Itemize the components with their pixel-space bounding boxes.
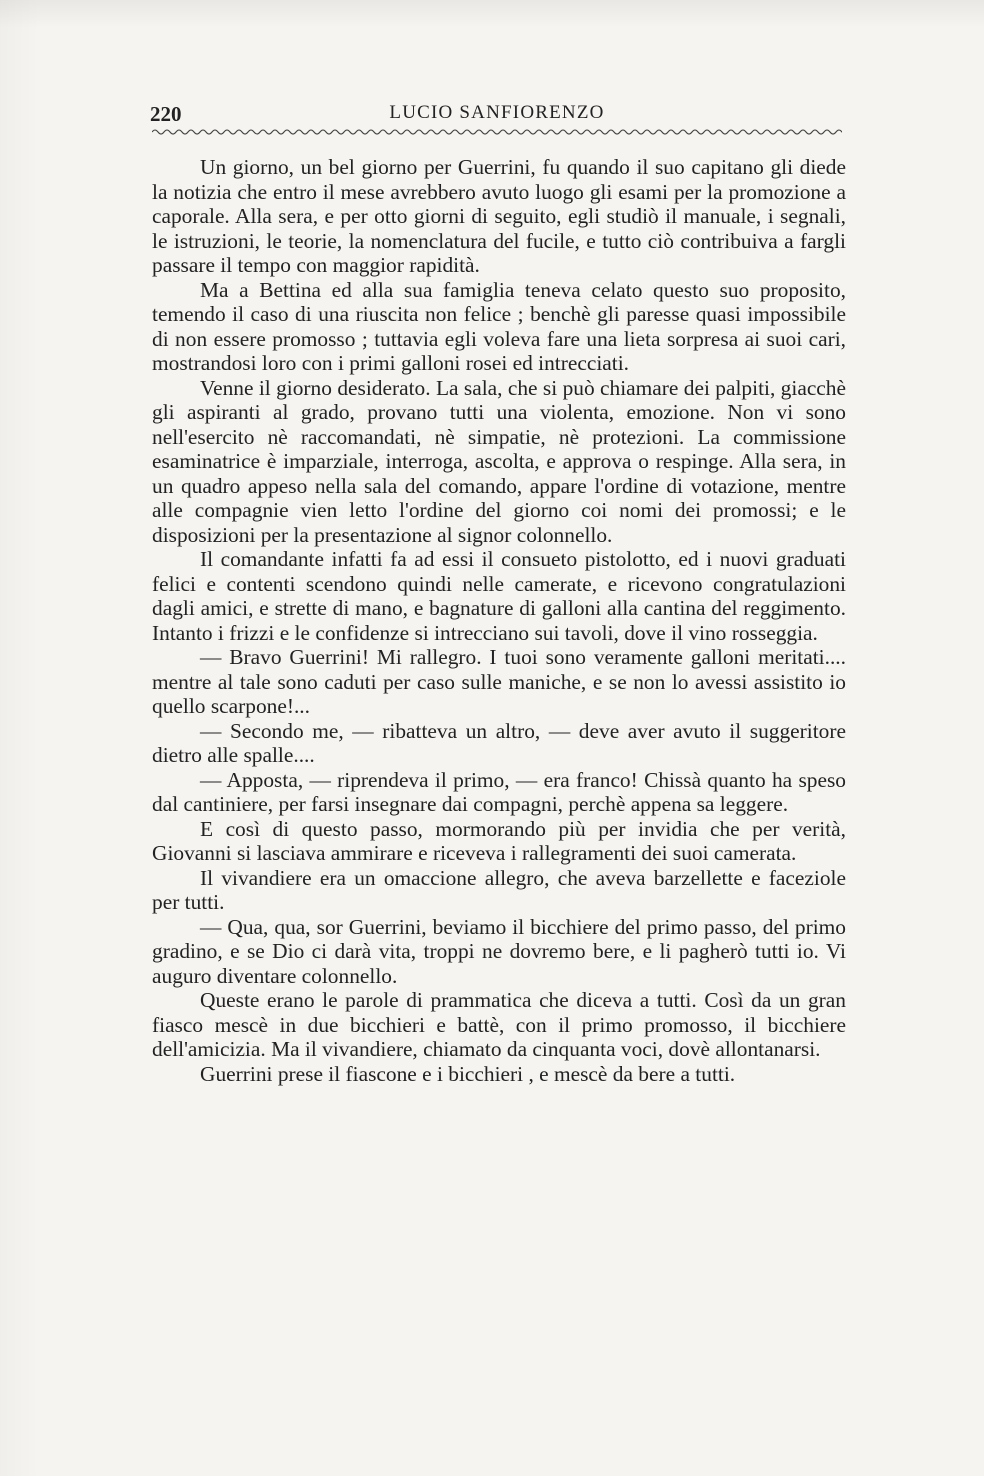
running-title: LUCIO SANFIORENZO xyxy=(389,102,605,123)
paragraph-3: Venne il giorno desiderato. La sala, che si può chiamare dei palpiti, giacchè gli aspiranti al grado, provano tutti una violenta, emozione. Non vi sono nell'esercito nè raccomandati, nè simpatie, nè protezioni. La commissione esaminatrice è imparziale, interroga, ascolta, e approva o respinge. Alla sera, in un quadro appeso nella sala del comando, appare l'ordine di votazione, mentre alle compagnie vien letto l'ordine del giorno coi nomi dei promossi; e le disposizioni per la presentazione al signor colonnello. xyxy=(152,375,846,547)
paragraph-1: Un giorno, un bel giorno per Guerrini, fu quando il suo capitano gli diede la notizia che entro il mese avrebbero avuto luogo gli esami per la promozione a caporale. Alla sera, e per otto giorni di seguito, egli studiò il manuale, i segnali, le istruzioni, le teorie, la nomenclatura del fucile, e tutto ciò contribuiva a fargli passare il tempo con maggior rapidità. xyxy=(152,155,846,277)
paragraph-10: — Qua, qua, sor Guerrini, beviamo il bicchiere del primo passo, del primo gradino, e se Dio ci darà vita, troppi ne dovremo bere, e li pagherò tutti io. Vi auguro diventare colonnello. xyxy=(152,914,846,988)
paragraph-12: Guerrini prese il fiascone e i bicchieri , e mescè da bere a tutti. xyxy=(200,1061,736,1086)
paragraph-2: Ma a Bettina ed alla sua famiglia teneva celato questo suo proposito, temendo il caso di una riuscita non felice ; benchè gli paresse quasi impossibile di non essere promosso ; tuttavia egli voleva fare una lieta sorpresa ai suoi cari, mostrandosi loro con i primi galloni rosei ed intrecciati. xyxy=(152,277,846,375)
page-number: 220 xyxy=(150,102,182,126)
paragraph-5: — Bravo Guerrini! Mi rallegro. I tuoi sono veramente galloni meritati.... mentre al tale sono caduti per caso sulle maniche, e se non lo avessi assistito io quello scarpone!... xyxy=(152,645,846,718)
paragraph-11: Queste erano le parole di prammatica che diceva a tutti. Così da un gran fiasco mescè in due bicchieri e battè, con il primo promosso, il bicchiere dell'amicizia. Ma il vivandiere, chiamato da cinquanta voci, dovè allontanarsi. xyxy=(152,988,846,1061)
paragraph-9: Il vivandiere era un omaccione allegro, che aveva barzellette e faceziole per tutti. xyxy=(152,865,846,914)
paragraph-8: E così di questo passo, mormorando più per invidia che per verità, Giovanni si lasciava ammirare e riceveva i rallegramenti dei suoi camerata. xyxy=(152,816,846,865)
header-wavy-rule xyxy=(152,128,842,136)
paragraph-6: — Secondo me, — ribatteva un altro, — deve aver avuto il suggeritore dietro alle spalle.... xyxy=(152,718,846,767)
body-text xyxy=(152,155,846,1086)
paragraph-4: Il comandante infatti fa ad essi il consueto pistolotto, ed i nuovi graduati felici e contenti scendono quindi nelle camerate, e ricevono congratulazioni dagli amici, e strette di mano, e bagnature di galloni alla cantina del reggimento. Intanto i frizzi e le confidenze si intrecciano sui tavoli, dove il vino rosseggia. xyxy=(152,547,846,645)
paragraph-7: — Apposta, — riprendeva il primo, — era franco! Chissà quanto ha speso dal cantiniere, per farsi insegnare dai compagni, perchè appena sa leggere. xyxy=(152,767,846,816)
